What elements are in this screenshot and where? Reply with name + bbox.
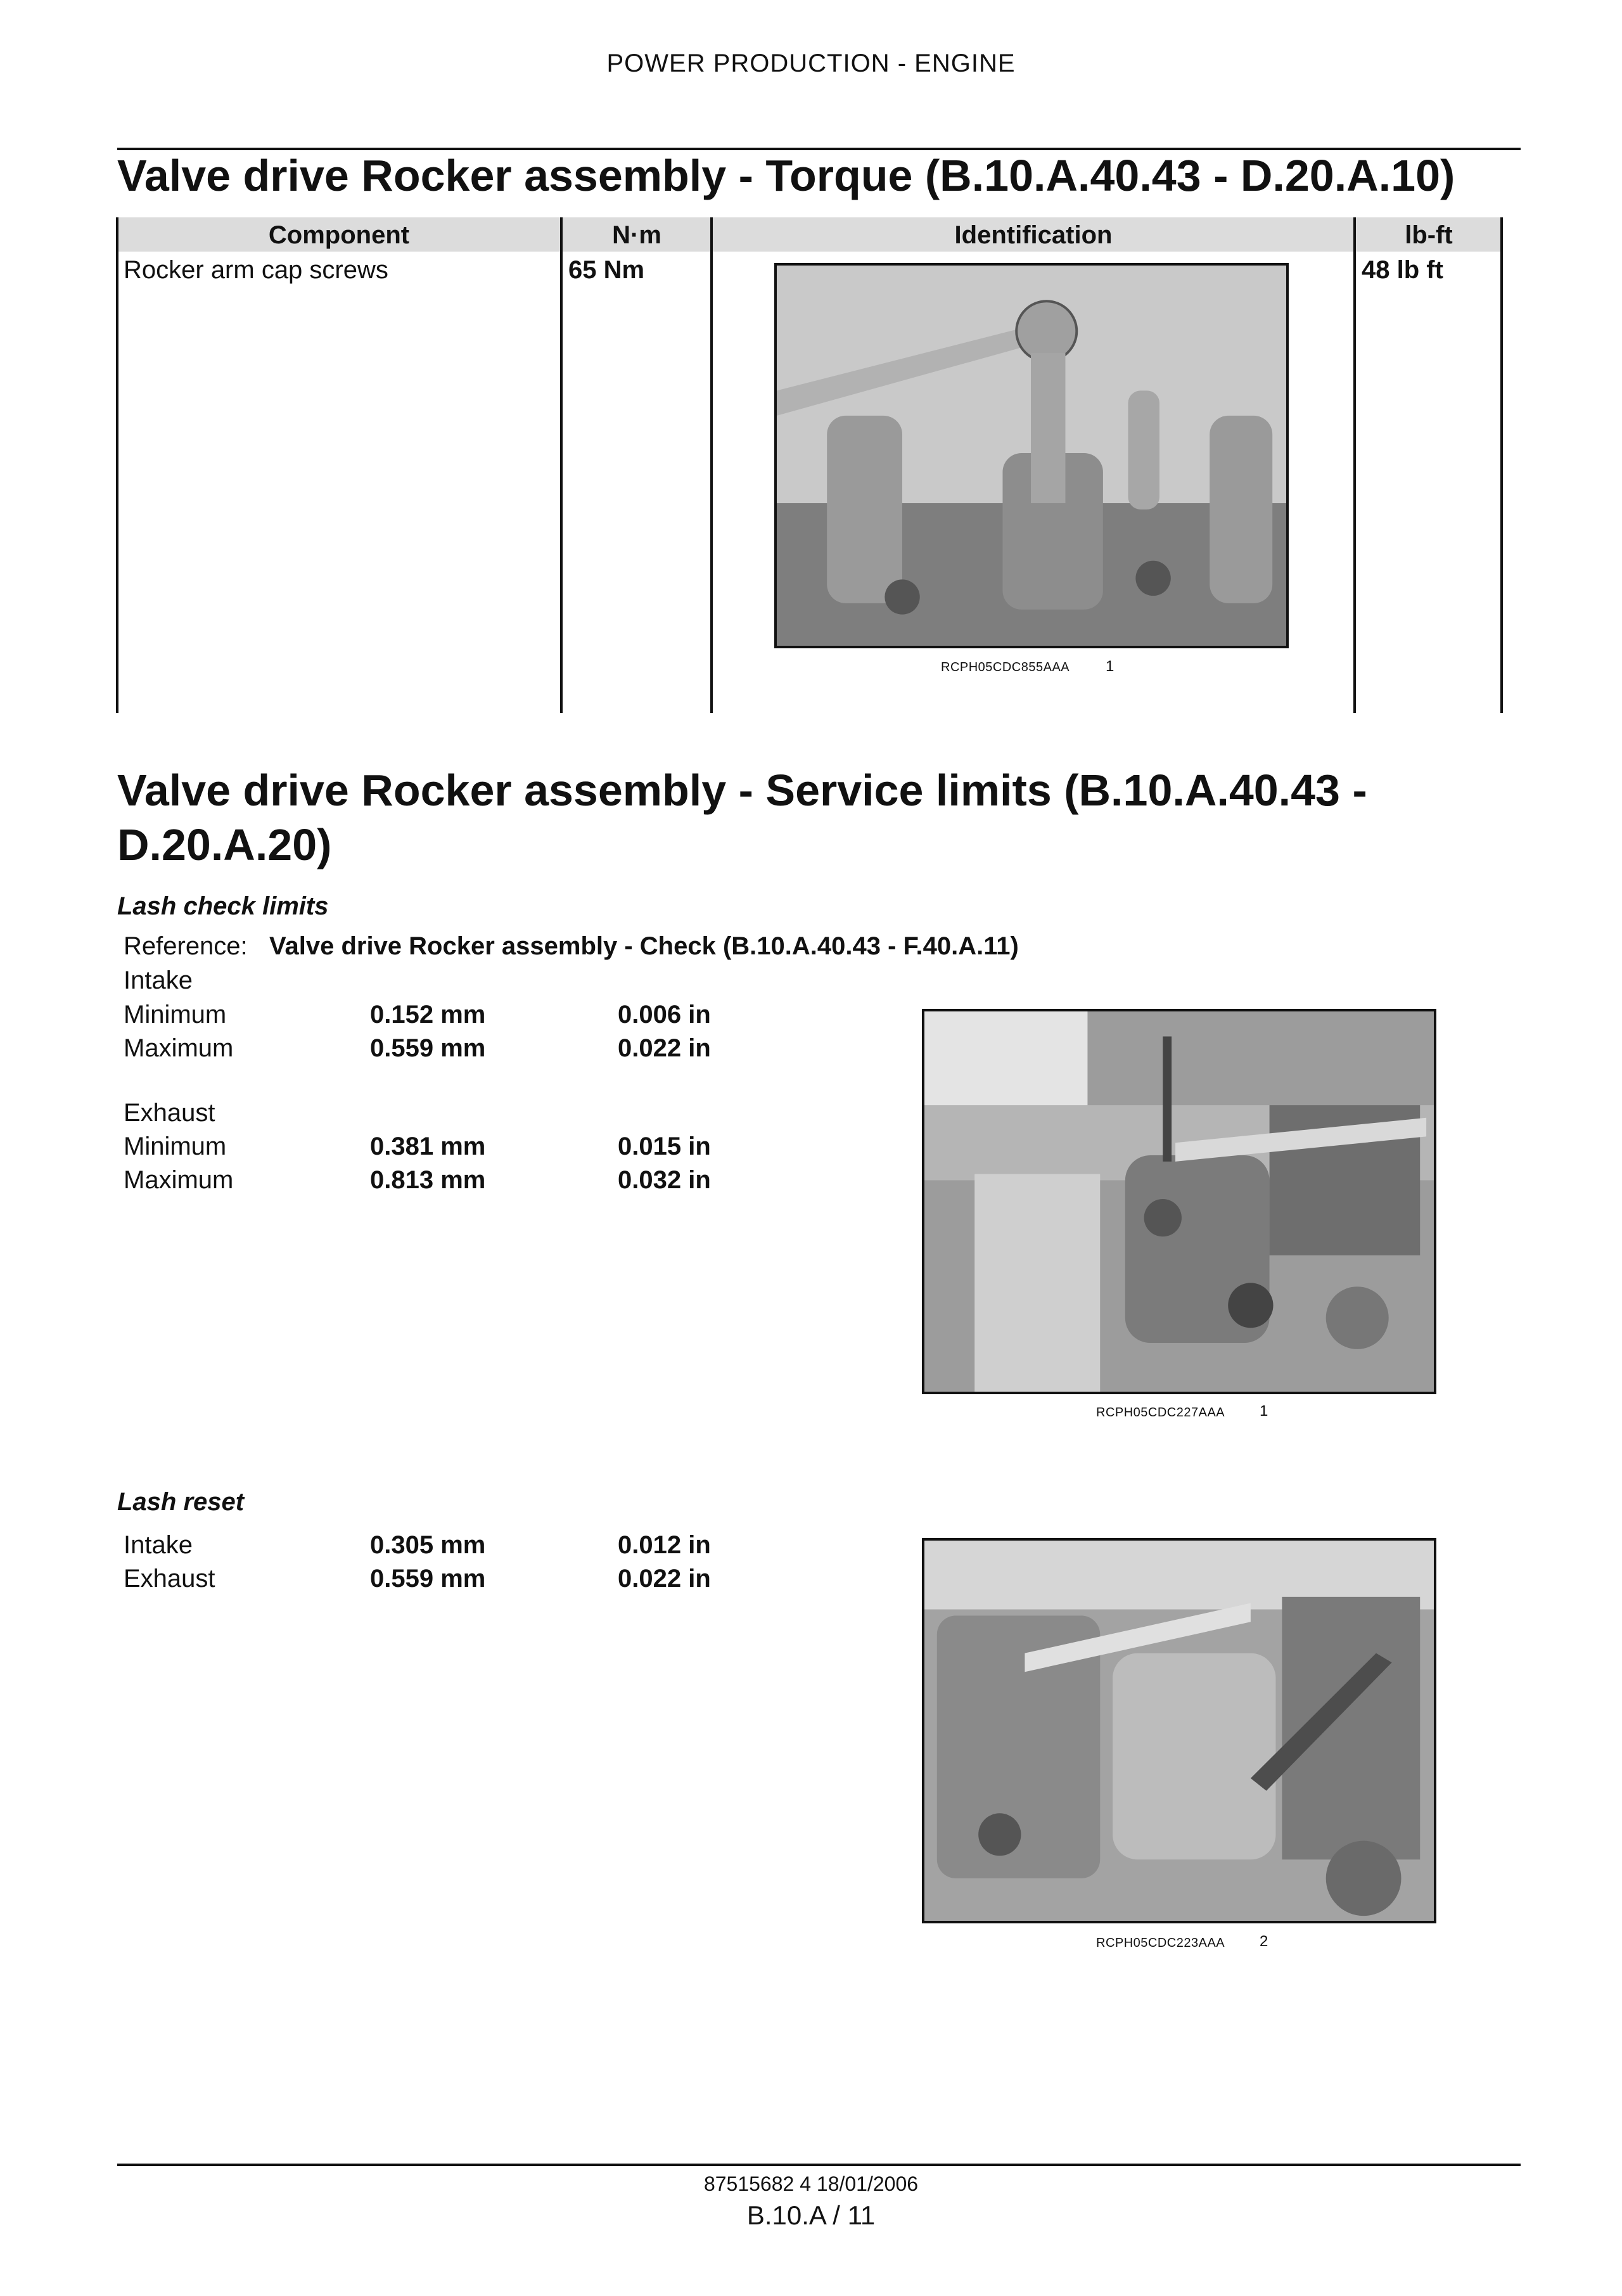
exhaust-max-in: 0.032 in xyxy=(618,1166,711,1194)
reset-exhaust-label: Exhaust xyxy=(124,1565,215,1593)
lbft-cell: 48 lb ft xyxy=(1362,256,1443,284)
nm-cell: 65 Nm xyxy=(568,256,645,284)
component-cell: Rocker arm cap screws xyxy=(124,256,388,284)
figure-number-torque: 1 xyxy=(1106,658,1114,675)
col-header-component: Component xyxy=(268,221,410,249)
lash-check-photo xyxy=(922,1009,1436,1394)
service-title-line-1: Valve drive Rocker assembly - Service limits (B.10.A.40.43 - xyxy=(117,766,1367,815)
lash-reset-heading: Lash reset xyxy=(117,1488,245,1516)
intake-min-mm: 0.152 mm xyxy=(370,1001,486,1029)
reset-intake-mm: 0.305 mm xyxy=(370,1531,486,1559)
reference-link[interactable]: Valve drive Rocker assembly - Check (B.10.A.40.43 - F.40.A.11) xyxy=(269,932,1019,960)
col-header-nm: N·m xyxy=(612,221,661,249)
exhaust-label: Exhaust xyxy=(124,1099,215,1127)
intake-max-label: Maximum xyxy=(124,1034,234,1062)
lash-reset-photo xyxy=(922,1538,1436,1923)
intake-max-mm: 0.559 mm xyxy=(370,1034,486,1062)
exhaust-min-label: Minimum xyxy=(124,1132,227,1160)
reset-exhaust-mm: 0.559 mm xyxy=(370,1565,486,1593)
figure-code-lash-check: RCPH05CDC227AAA xyxy=(1096,1406,1225,1420)
figure-code-torque: RCPH05CDC855AAA xyxy=(941,660,1070,674)
exhaust-max-mm: 0.813 mm xyxy=(370,1166,486,1194)
table-border-left xyxy=(116,217,118,713)
reset-exhaust-in: 0.022 in xyxy=(618,1565,711,1593)
exhaust-min-in: 0.015 in xyxy=(618,1132,711,1160)
figure-code-lash-reset: RCPH05CDC223AAA xyxy=(1096,1936,1225,1950)
service-title-line-2: D.20.A.20) xyxy=(117,820,332,869)
figure-number-lash-reset: 2 xyxy=(1260,1933,1268,1950)
reset-intake-in: 0.012 in xyxy=(618,1531,711,1559)
table-divider-3 xyxy=(1353,217,1356,713)
footer-rule xyxy=(117,2164,1521,2166)
table-divider-1 xyxy=(560,217,563,713)
torque-wrench-photo xyxy=(774,263,1289,648)
table-divider-2 xyxy=(710,217,713,713)
intake-min-in: 0.006 in xyxy=(618,1001,711,1029)
document-number: 87515682 4 18/01/2006 xyxy=(703,2172,919,2195)
torque-title: Valve drive Rocker assembly - Torque (B.10.A.40.43 - D.20.A.10) xyxy=(117,151,1455,200)
intake-min-label: Minimum xyxy=(124,1001,227,1029)
reference-label: Reference: xyxy=(124,932,248,960)
col-header-identification: Identification xyxy=(954,221,1113,249)
reset-intake-label: Intake xyxy=(124,1531,193,1559)
exhaust-min-mm: 0.381 mm xyxy=(370,1132,486,1160)
page-number: B.10.A / 11 xyxy=(746,2200,876,2230)
table-border-right xyxy=(1500,217,1503,713)
intake-label: Intake xyxy=(124,966,193,994)
figure-number-lash-check: 1 xyxy=(1260,1402,1268,1420)
section-header: POWER PRODUCTION - ENGINE xyxy=(606,49,1016,77)
col-header-lbft: lb-ft xyxy=(1405,221,1453,249)
lash-check-heading: Lash check limits xyxy=(117,892,329,920)
exhaust-max-label: Maximum xyxy=(124,1166,234,1194)
intake-max-in: 0.022 in xyxy=(618,1034,711,1062)
